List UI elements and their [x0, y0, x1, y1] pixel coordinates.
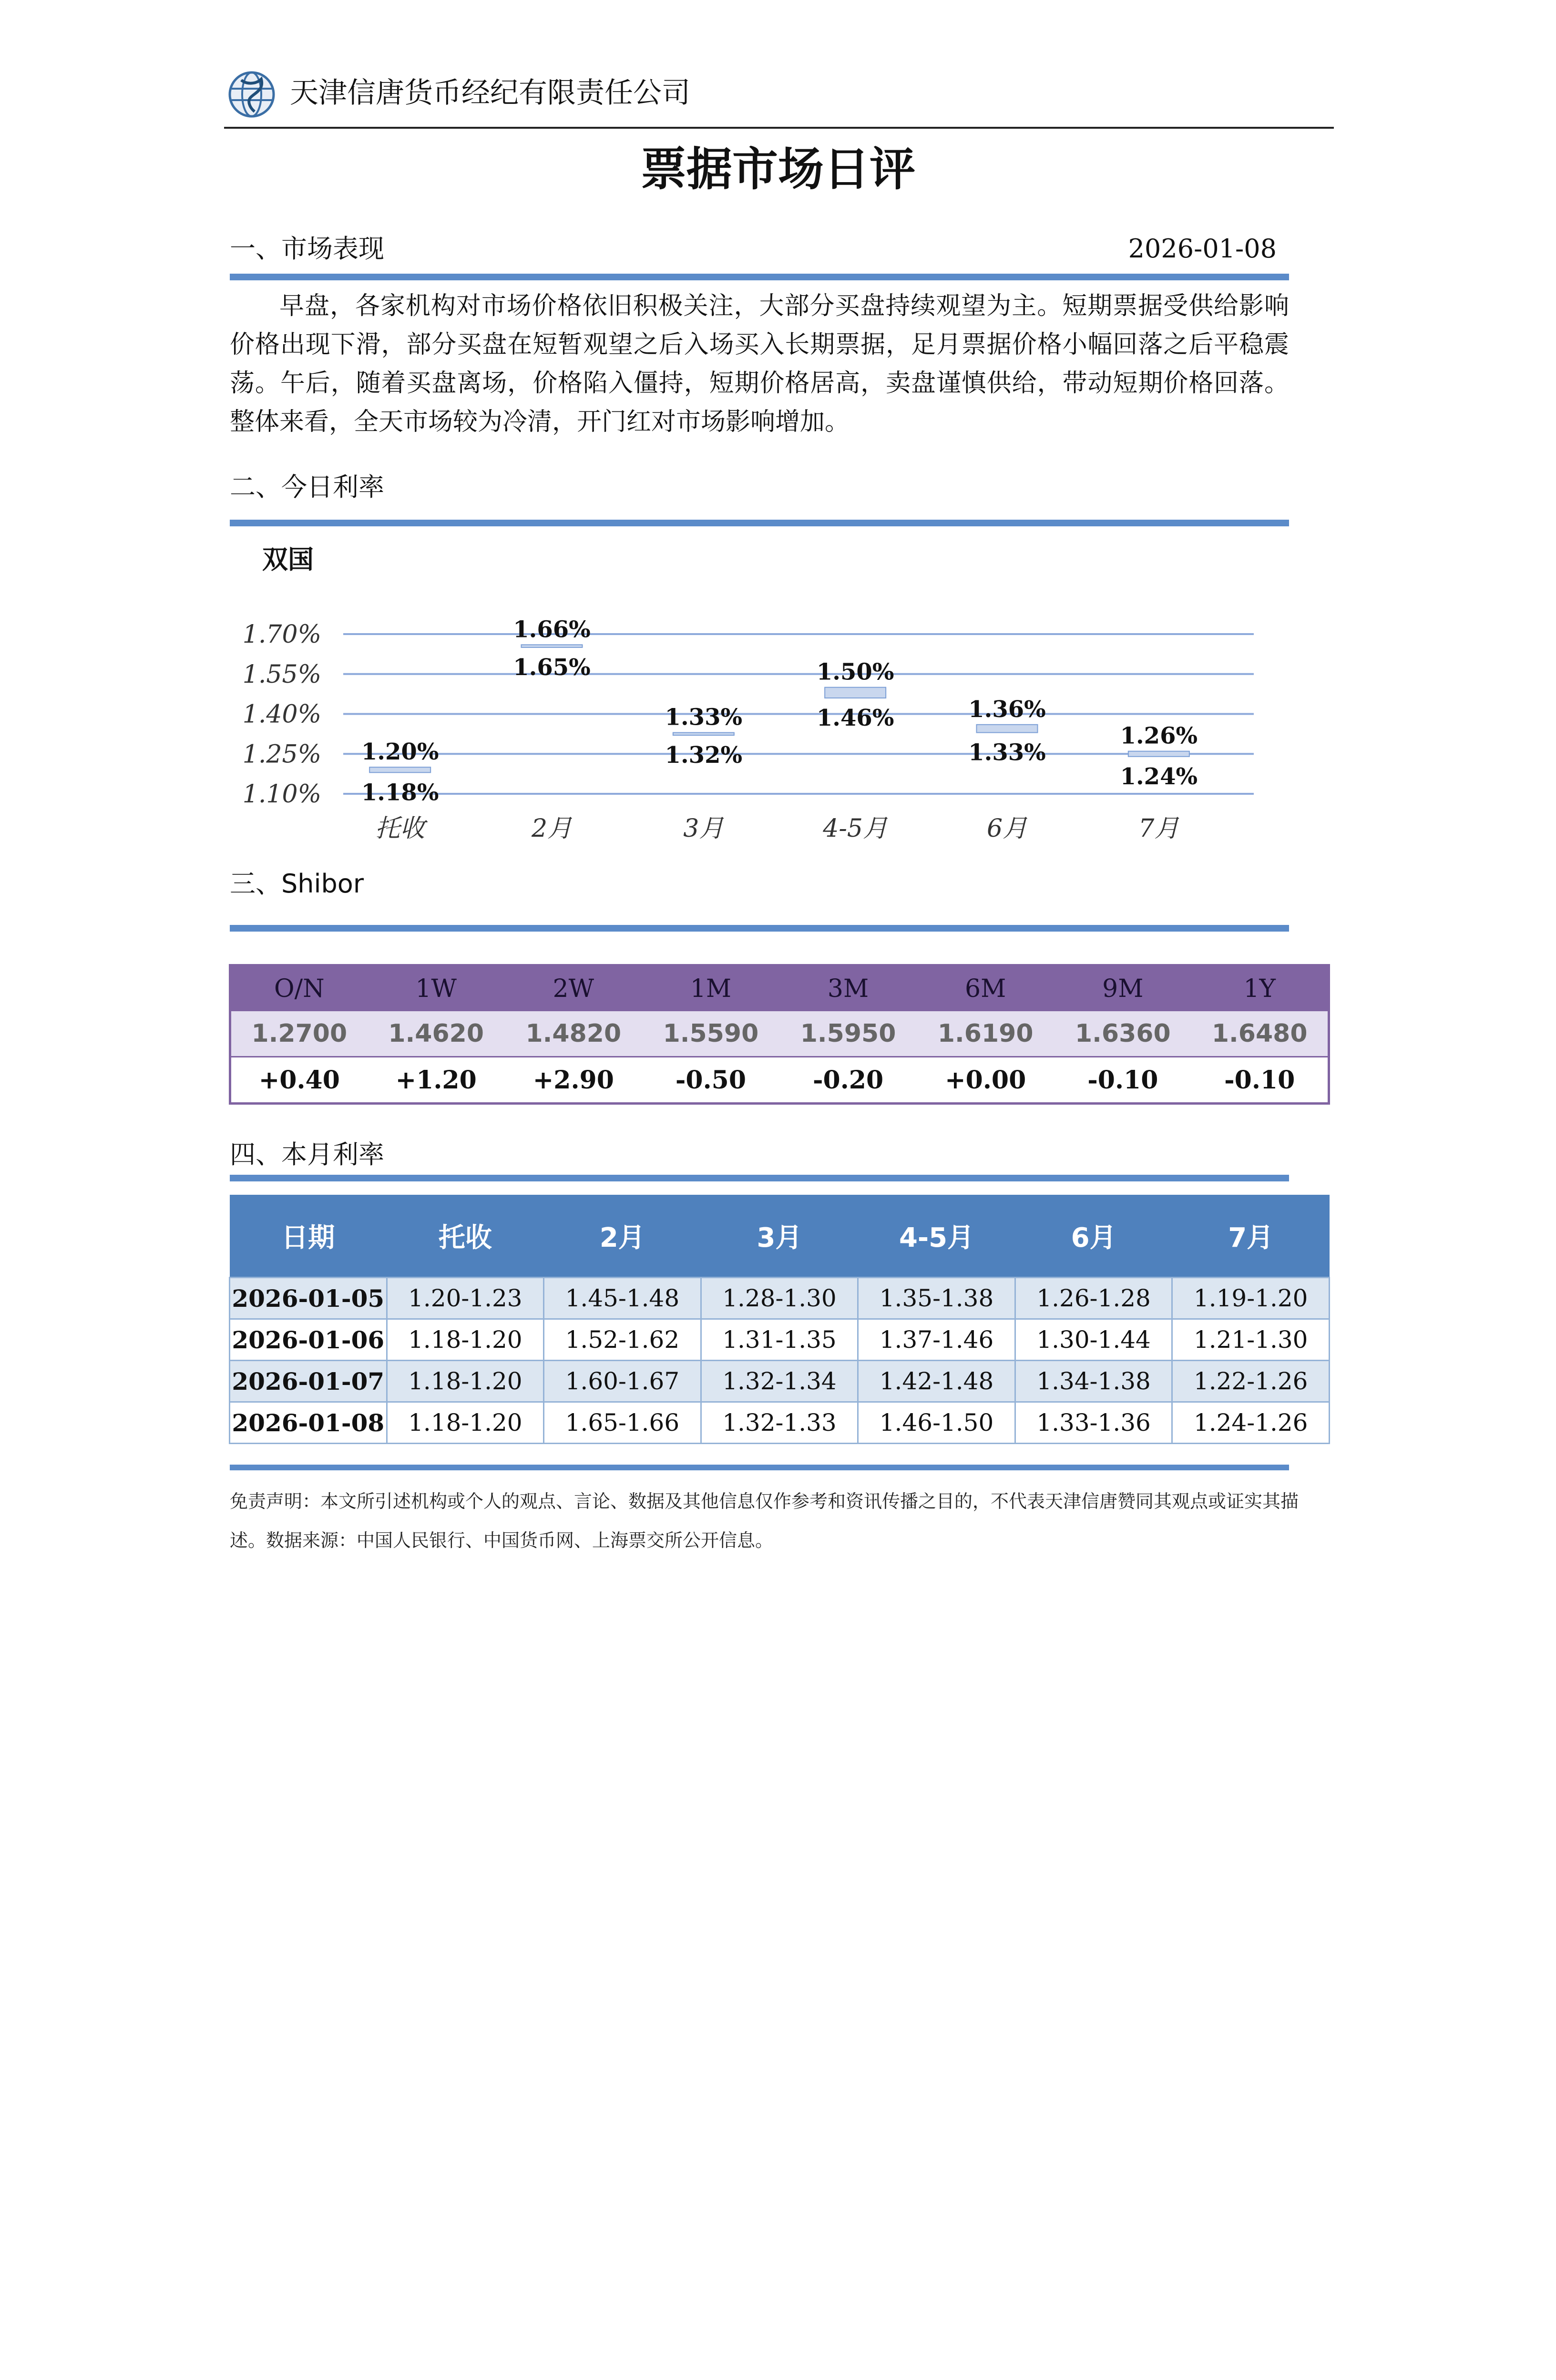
shibor-value: 1.6360	[1054, 1011, 1191, 1057]
rate-cell: 1.52-1.62	[544, 1319, 701, 1361]
rate-cell: 1.31-1.35	[701, 1319, 858, 1361]
table-row	[230, 1278, 1330, 1319]
report-date: 2026-01-08	[1128, 234, 1277, 264]
date-cell: 2026-01-05	[230, 1278, 387, 1319]
table-row	[230, 1319, 1330, 1361]
shibor-change: -0.10	[1191, 1057, 1329, 1104]
rate-cell: 1.18-1.20	[387, 1319, 544, 1361]
range-bar	[825, 687, 886, 698]
low-value-label: 1.32%	[665, 742, 743, 769]
rate-cell: 1.35-1.38	[858, 1278, 1015, 1319]
shibor-value: 1.6190	[917, 1011, 1054, 1057]
rate-cell: 1.26-1.28	[1015, 1278, 1172, 1319]
shibor-value: 1.4820	[505, 1011, 642, 1057]
section-heading-shibor: 三、Shibor	[230, 869, 364, 899]
date-cell: 2026-01-08	[230, 1402, 387, 1444]
date-cell: 2026-01-06	[230, 1319, 387, 1361]
rate-cell: 1.20-1.23	[387, 1278, 544, 1319]
rate-cell: 1.19-1.20	[1172, 1278, 1330, 1319]
x-category-label: 7月	[1138, 814, 1179, 843]
shibor-term: 1W	[368, 965, 505, 1012]
range-bar	[673, 733, 734, 736]
rate-cell: 1.30-1.44	[1015, 1319, 1172, 1361]
shibor-value: 1.5950	[779, 1011, 917, 1057]
rate-cell: 1.21-1.30	[1172, 1319, 1330, 1361]
x-category-label: 3月	[683, 814, 724, 843]
column-header: 3月	[701, 1195, 858, 1278]
shibor-header-row	[230, 965, 1329, 1012]
table-row	[230, 1402, 1330, 1444]
low-value-label: 1.24%	[1120, 763, 1198, 790]
table-row	[230, 1361, 1330, 1402]
shibor-value: 1.5590	[642, 1011, 779, 1057]
high-value-label: 1.50%	[816, 658, 894, 686]
header-rule	[224, 127, 1334, 129]
shibor-term: 1Y	[1191, 965, 1329, 1012]
section-bar	[230, 520, 1289, 526]
market-summary: 早盘，各家机构对市场价格依旧积极关注，大部分买盘持续观望为主。短期票据受供给影响价格出现下滑，部分买盘在短暂观望之后入场买入长期票据，足月票据价格小幅回落之后平稳震荡。午后，随着买盘离场，价格陷入僵持，短期价格居高，卖盘谨慎供给，带动短期价格回落。整体来看，全天市场较为冷清，开门红对市场影响增加。	[230, 292, 1289, 436]
shibor-value: 1.2700	[230, 1011, 368, 1057]
rate-cell: 1.34-1.38	[1015, 1361, 1172, 1402]
shibor-change: -0.10	[1054, 1057, 1191, 1104]
low-value-label: 1.46%	[816, 705, 894, 731]
rate-cell: 1.28-1.30	[701, 1278, 858, 1319]
shibor-change-row	[230, 1057, 1329, 1104]
x-category-label: 2月	[531, 814, 573, 843]
column-header: 日期	[230, 1195, 387, 1278]
y-tick-label: 1.55%	[242, 660, 321, 689]
shibor-term: O/N	[230, 965, 368, 1012]
rate-cell: 1.32-1.34	[701, 1361, 858, 1402]
section-heading-market: 一、市场表现	[230, 234, 384, 264]
shibor-value: 1.6480	[1191, 1011, 1329, 1057]
low-value-label: 1.65%	[513, 654, 591, 681]
section-bar	[230, 1175, 1289, 1181]
shibor-value-row	[230, 1011, 1329, 1057]
page-title: 票据市场日评	[641, 143, 915, 196]
chart-title: 双国	[262, 544, 314, 574]
high-value-label: 1.36%	[968, 696, 1046, 723]
high-value-label: 1.26%	[1120, 722, 1198, 749]
rate-cell: 1.37-1.46	[858, 1319, 1015, 1361]
shibor-term: 3M	[779, 965, 917, 1012]
monthly-rate-table	[229, 1195, 1330, 1444]
section-heading-monthly: 四、本月利率	[230, 1139, 384, 1169]
range-bar	[1128, 751, 1189, 757]
range-bar	[977, 725, 1038, 733]
company-logo-globe-icon	[228, 71, 276, 118]
shibor-change: +2.90	[505, 1057, 642, 1104]
y-tick-label: 1.25%	[242, 740, 321, 769]
rate-cell: 1.60-1.67	[544, 1361, 701, 1402]
shibor-change: +1.20	[368, 1057, 505, 1104]
range-bar	[522, 645, 583, 647]
rate-cell: 1.65-1.66	[544, 1402, 701, 1444]
shibor-change: +0.00	[917, 1057, 1054, 1104]
rate-cell: 1.18-1.20	[387, 1402, 544, 1444]
column-header: 7月	[1172, 1195, 1330, 1278]
monthly-header-row	[230, 1195, 1330, 1278]
x-category-label: 4-5月	[823, 814, 888, 843]
y-tick-label: 1.70%	[242, 620, 321, 649]
section-bar	[230, 274, 1289, 280]
x-category-label: 6月	[986, 814, 1028, 843]
shibor-change: -0.20	[779, 1057, 917, 1104]
shibor-term: 6M	[917, 965, 1054, 1012]
column-header: 4-5月	[858, 1195, 1015, 1278]
y-tick-label: 1.40%	[242, 700, 321, 729]
rate-cell: 1.22-1.26	[1172, 1361, 1330, 1402]
high-value-label: 1.66%	[513, 616, 591, 643]
disclaimer: 免责声明：本文所引述机构或个人的观点、言论、数据及其他信息仅作参考和资讯传播之目的，不代表天津信唐赞同其观点或证实其描述。数据来源：中国人民银行、中国货币网、上海票交所公开信息。	[230, 1491, 1299, 1551]
company-name: 天津信唐货币经纪有限责任公司	[290, 76, 690, 110]
column-header: 6月	[1015, 1195, 1172, 1278]
column-header: 托收	[387, 1195, 544, 1278]
range-bar	[369, 767, 430, 772]
shibor-term: 2W	[505, 965, 642, 1012]
rate-cell: 1.32-1.33	[701, 1402, 858, 1444]
rate-cell: 1.45-1.48	[544, 1278, 701, 1319]
shibor-change: +0.40	[230, 1057, 368, 1104]
rate-cell: 1.42-1.48	[858, 1361, 1015, 1402]
section-heading-rates: 二、今日利率	[230, 472, 384, 502]
shibor-table	[229, 964, 1330, 1105]
x-category-label: 托收	[375, 814, 425, 843]
rate-chart	[229, 539, 1297, 853]
section-bar	[230, 1465, 1289, 1470]
shibor-value: 1.4620	[368, 1011, 505, 1057]
rate-cell: 1.33-1.36	[1015, 1402, 1172, 1444]
shibor-term: 1M	[642, 965, 779, 1012]
rate-cell: 1.24-1.26	[1172, 1402, 1330, 1444]
shibor-term: 9M	[1054, 965, 1191, 1012]
low-value-label: 1.33%	[968, 739, 1046, 766]
rate-cell: 1.18-1.20	[387, 1361, 544, 1402]
high-value-label: 1.20%	[361, 739, 439, 766]
y-tick-label: 1.10%	[242, 780, 321, 809]
rate-cell: 1.46-1.50	[858, 1402, 1015, 1444]
column-header: 2月	[544, 1195, 701, 1278]
low-value-label: 1.18%	[361, 779, 439, 806]
section-bar	[230, 925, 1289, 932]
high-value-label: 1.33%	[665, 704, 743, 731]
date-cell: 2026-01-07	[230, 1361, 387, 1402]
shibor-change: -0.50	[642, 1057, 779, 1104]
